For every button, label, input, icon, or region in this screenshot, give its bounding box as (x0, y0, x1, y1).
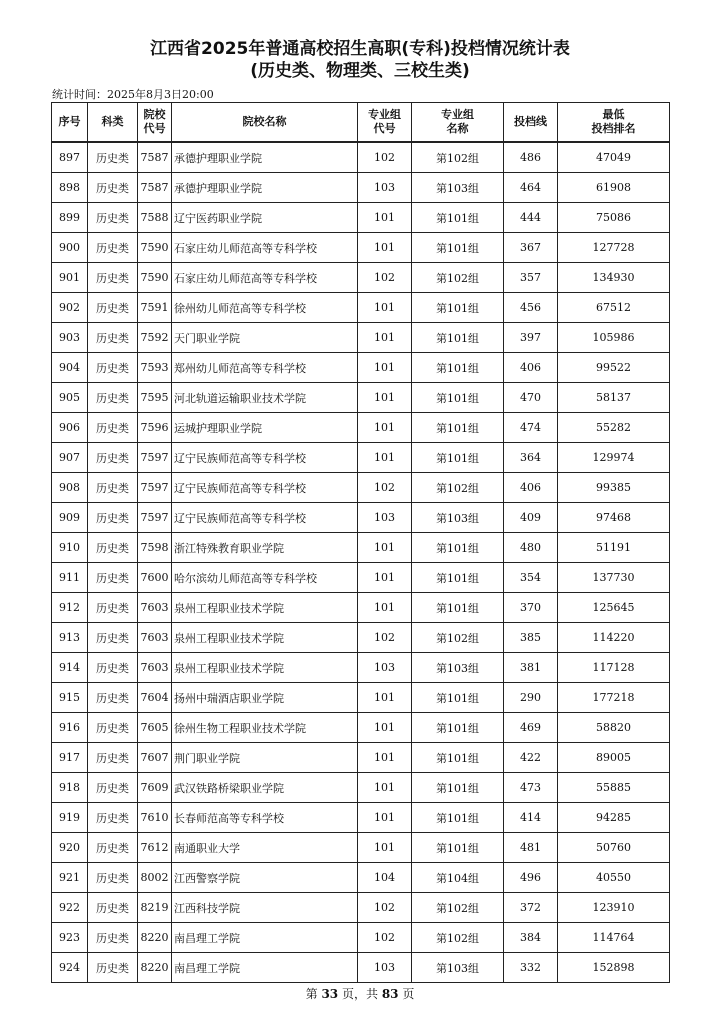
cell-category: 历史类 (88, 263, 138, 293)
cell-seq: 905 (52, 383, 88, 413)
cell-group-name: 第101组 (412, 443, 504, 473)
cell-score: 357 (504, 263, 558, 293)
cell-category: 历史类 (88, 953, 138, 983)
cell-group-name: 第101组 (412, 773, 504, 803)
cell-group-name: 第102组 (412, 923, 504, 953)
table-row (52, 233, 670, 263)
cell-group-code: 103 (358, 953, 412, 983)
cell-school-code: 7591 (138, 293, 172, 323)
cell-seq: 900 (52, 233, 88, 263)
cell-score: 464 (504, 173, 558, 203)
cell-category: 历史类 (88, 413, 138, 443)
cell-school-code: 7595 (138, 383, 172, 413)
cell-school-code: 7609 (138, 773, 172, 803)
title-line-1: 江西省2025年普通高校招生高职(专科)投档情况统计表 (150, 39, 570, 59)
cell-school-code: 7607 (138, 743, 172, 773)
cell-category: 历史类 (88, 713, 138, 743)
cell-category: 历史类 (88, 353, 138, 383)
cell-group-code: 102 (358, 142, 412, 173)
cell-min-rank: 123910 (558, 893, 670, 923)
table-row (52, 443, 670, 473)
cell-school-name: 辽宁民族师范高等专科学校 (172, 473, 358, 503)
cell-seq: 899 (52, 203, 88, 233)
cell-school-code: 7598 (138, 533, 172, 563)
cell-seq: 915 (52, 683, 88, 713)
cell-score: 354 (504, 563, 558, 593)
cell-group-name: 第101组 (412, 563, 504, 593)
cell-category: 历史类 (88, 142, 138, 173)
cell-group-code: 101 (358, 383, 412, 413)
cell-min-rank: 99522 (558, 353, 670, 383)
cell-school-name: 扬州中瑞酒店职业学院 (172, 683, 358, 713)
cell-min-rank: 75086 (558, 203, 670, 233)
col-header-school-name: 院校名称 (172, 103, 358, 143)
cell-group-name: 第102组 (412, 142, 504, 173)
cell-seq: 908 (52, 473, 88, 503)
cell-group-name: 第101组 (412, 683, 504, 713)
cell-school-name: 辽宁民族师范高等专科学校 (172, 503, 358, 533)
cell-school-code: 7590 (138, 233, 172, 263)
cell-school-code: 7596 (138, 413, 172, 443)
cell-group-code: 101 (358, 833, 412, 863)
cell-group-name: 第102组 (412, 473, 504, 503)
cell-group-name: 第103组 (412, 503, 504, 533)
cell-school-code: 7597 (138, 443, 172, 473)
table-row (52, 563, 670, 593)
cell-min-rank: 114764 (558, 923, 670, 953)
cell-group-code: 101 (358, 773, 412, 803)
cell-group-name: 第104组 (412, 863, 504, 893)
cell-seq: 924 (52, 953, 88, 983)
cell-score: 372 (504, 893, 558, 923)
cell-min-rank: 61908 (558, 173, 670, 203)
col-header-group-code: 专业组 代号 (358, 103, 412, 143)
cell-score: 444 (504, 203, 558, 233)
cell-category: 历史类 (88, 293, 138, 323)
cell-category: 历史类 (88, 773, 138, 803)
cell-category: 历史类 (88, 683, 138, 713)
cell-category: 历史类 (88, 653, 138, 683)
cell-group-name: 第102组 (412, 893, 504, 923)
cell-category: 历史类 (88, 563, 138, 593)
cell-seq: 901 (52, 263, 88, 293)
cell-school-name: 武汉铁路桥梁职业学院 (172, 773, 358, 803)
cell-group-code: 103 (358, 653, 412, 683)
cell-group-name: 第103组 (412, 953, 504, 983)
cell-min-rank: 129974 (558, 443, 670, 473)
cell-school-name: 徐州生物工程职业技术学院 (172, 713, 358, 743)
col-header-category: 科类 (88, 103, 138, 143)
cell-category: 历史类 (88, 233, 138, 263)
title-line-2: (历史类、物理类、三校生类) (250, 61, 470, 81)
cell-min-rank: 50760 (558, 833, 670, 863)
cell-category: 历史类 (88, 323, 138, 353)
cell-min-rank: 127728 (558, 233, 670, 263)
cell-score: 385 (504, 623, 558, 653)
cell-seq: 902 (52, 293, 88, 323)
cell-group-code: 101 (358, 683, 412, 713)
cell-group-name: 第101组 (412, 383, 504, 413)
cell-category: 历史类 (88, 623, 138, 653)
stat-time: 统计时间：2025年8月3日20:00 (52, 88, 214, 101)
table-row (52, 533, 670, 563)
cell-score: 456 (504, 293, 558, 323)
cell-group-code: 101 (358, 713, 412, 743)
cell-school-name: 长春师范高等专科学校 (172, 803, 358, 833)
table-row (52, 142, 670, 173)
cell-score: 469 (504, 713, 558, 743)
cell-group-code: 101 (358, 203, 412, 233)
table-row (52, 623, 670, 653)
cell-school-name: 辽宁民族师范高等专科学校 (172, 443, 358, 473)
cell-school-code: 7603 (138, 653, 172, 683)
cell-category: 历史类 (88, 863, 138, 893)
cell-group-code: 102 (358, 263, 412, 293)
document-title (0, 38, 720, 82)
cell-school-name: 天门职业学院 (172, 323, 358, 353)
table-row (52, 833, 670, 863)
cell-school-code: 7597 (138, 503, 172, 533)
cell-school-name: 辽宁医药职业学院 (172, 203, 358, 233)
cell-score: 486 (504, 142, 558, 173)
col-header-school-code: 院校 代号 (138, 103, 172, 143)
cell-school-code: 7593 (138, 353, 172, 383)
cell-min-rank: 134930 (558, 263, 670, 293)
cell-group-name: 第101组 (412, 533, 504, 563)
table-row (52, 323, 670, 353)
cell-group-code: 101 (358, 743, 412, 773)
cell-category: 历史类 (88, 743, 138, 773)
cell-group-name: 第101组 (412, 203, 504, 233)
table-row (52, 293, 670, 323)
cell-school-code: 7592 (138, 323, 172, 353)
cell-school-code: 7588 (138, 203, 172, 233)
cell-seq: 897 (52, 142, 88, 173)
cell-school-name: 泉州工程职业技术学院 (172, 623, 358, 653)
cell-score: 332 (504, 953, 558, 983)
cell-group-name: 第101组 (412, 803, 504, 833)
cell-score: 290 (504, 683, 558, 713)
cell-min-rank: 125645 (558, 593, 670, 623)
table-body (52, 142, 670, 983)
cell-group-name: 第102组 (412, 263, 504, 293)
cell-group-code: 101 (358, 593, 412, 623)
table-row (52, 203, 670, 233)
cell-group-name: 第101组 (412, 713, 504, 743)
cell-seq: 912 (52, 593, 88, 623)
cell-score: 474 (504, 413, 558, 443)
table-row (52, 413, 670, 443)
table-row (52, 743, 670, 773)
table-row (52, 893, 670, 923)
cell-school-code: 7603 (138, 593, 172, 623)
table-row (52, 593, 670, 623)
table-row (52, 383, 670, 413)
cell-group-code: 102 (358, 473, 412, 503)
cell-score: 370 (504, 593, 558, 623)
cell-seq: 914 (52, 653, 88, 683)
cell-group-name: 第101组 (412, 833, 504, 863)
cell-school-name: 承德护理职业学院 (172, 142, 358, 173)
cell-score: 480 (504, 533, 558, 563)
cell-min-rank: 55885 (558, 773, 670, 803)
table-row (52, 953, 670, 983)
cell-school-code: 7590 (138, 263, 172, 293)
cell-category: 历史类 (88, 473, 138, 503)
cell-school-code: 7605 (138, 713, 172, 743)
cell-seq: 909 (52, 503, 88, 533)
cell-category: 历史类 (88, 833, 138, 863)
cell-seq: 917 (52, 743, 88, 773)
cell-group-code: 103 (358, 503, 412, 533)
cell-category: 历史类 (88, 893, 138, 923)
cell-seq: 898 (52, 173, 88, 203)
table-row (52, 713, 670, 743)
cell-min-rank: 67512 (558, 293, 670, 323)
cell-school-name: 石家庄幼儿师范高等专科学校 (172, 263, 358, 293)
cell-school-name: 泉州工程职业技术学院 (172, 653, 358, 683)
cell-school-code: 7587 (138, 142, 172, 173)
cell-school-code: 8002 (138, 863, 172, 893)
cell-category: 历史类 (88, 383, 138, 413)
cell-school-name: 荆门职业学院 (172, 743, 358, 773)
cell-min-rank: 114220 (558, 623, 670, 653)
admission-table (51, 102, 670, 983)
cell-score: 422 (504, 743, 558, 773)
cell-school-name: 南昌理工学院 (172, 953, 358, 983)
cell-score: 406 (504, 473, 558, 503)
cell-category: 历史类 (88, 533, 138, 563)
cell-category: 历史类 (88, 803, 138, 833)
cell-school-name: 泉州工程职业技术学院 (172, 593, 358, 623)
cell-seq: 913 (52, 623, 88, 653)
cell-min-rank: 99385 (558, 473, 670, 503)
current-page: 33 (321, 987, 339, 1001)
cell-group-code: 101 (358, 293, 412, 323)
cell-min-rank: 40550 (558, 863, 670, 893)
table-row (52, 803, 670, 833)
cell-seq: 920 (52, 833, 88, 863)
cell-seq: 919 (52, 803, 88, 833)
table-row (52, 683, 670, 713)
cell-score: 364 (504, 443, 558, 473)
cell-seq: 921 (52, 863, 88, 893)
cell-seq: 922 (52, 893, 88, 923)
cell-group-code: 101 (358, 353, 412, 383)
table-row (52, 263, 670, 293)
cell-group-name: 第101组 (412, 743, 504, 773)
cell-category: 历史类 (88, 443, 138, 473)
cell-school-name: 江西警察学院 (172, 863, 358, 893)
cell-school-name: 南通职业大学 (172, 833, 358, 863)
cell-school-name: 承德护理职业学院 (172, 173, 358, 203)
cell-score: 397 (504, 323, 558, 353)
cell-school-code: 8220 (138, 953, 172, 983)
cell-group-code: 103 (358, 173, 412, 203)
table-header-row (52, 103, 670, 143)
cell-group-name: 第101组 (412, 413, 504, 443)
cell-seq: 903 (52, 323, 88, 353)
cell-seq: 904 (52, 353, 88, 383)
table-row (52, 473, 670, 503)
cell-score: 481 (504, 833, 558, 863)
cell-min-rank: 105986 (558, 323, 670, 353)
cell-score: 367 (504, 233, 558, 263)
cell-group-code: 102 (358, 623, 412, 653)
cell-min-rank: 47049 (558, 142, 670, 173)
cell-score: 409 (504, 503, 558, 533)
cell-group-code: 101 (358, 413, 412, 443)
cell-school-name: 浙江特殊教育职业学院 (172, 533, 358, 563)
cell-min-rank: 89005 (558, 743, 670, 773)
cell-group-code: 101 (358, 563, 412, 593)
total-pages: 83 (381, 987, 399, 1001)
cell-min-rank: 55282 (558, 413, 670, 443)
cell-school-name: 徐州幼儿师范高等专科学校 (172, 293, 358, 323)
cell-score: 470 (504, 383, 558, 413)
cell-score: 381 (504, 653, 558, 683)
cell-group-code: 101 (358, 533, 412, 563)
cell-min-rank: 58820 (558, 713, 670, 743)
cell-group-code: 102 (358, 923, 412, 953)
cell-group-code: 102 (358, 893, 412, 923)
col-header-group-name: 专业组 名称 (412, 103, 504, 143)
cell-min-rank: 117128 (558, 653, 670, 683)
cell-school-code: 7587 (138, 173, 172, 203)
table-row (52, 173, 670, 203)
cell-school-code: 7612 (138, 833, 172, 863)
cell-min-rank: 177218 (558, 683, 670, 713)
table-row (52, 503, 670, 533)
cell-seq: 923 (52, 923, 88, 953)
cell-seq: 907 (52, 443, 88, 473)
cell-score: 496 (504, 863, 558, 893)
col-header-score: 投档线 (504, 103, 558, 143)
cell-min-rank: 58137 (558, 383, 670, 413)
cell-group-name: 第103组 (412, 173, 504, 203)
cell-score: 406 (504, 353, 558, 383)
cell-category: 历史类 (88, 593, 138, 623)
cell-seq: 916 (52, 713, 88, 743)
cell-school-name: 郑州幼儿师范高等专科学校 (172, 353, 358, 383)
cell-school-code: 8220 (138, 923, 172, 953)
cell-seq: 910 (52, 533, 88, 563)
table-row (52, 923, 670, 953)
cell-score: 473 (504, 773, 558, 803)
cell-group-code: 101 (358, 323, 412, 353)
page-footer: 第 33 页，共 83 页 (305, 987, 415, 1001)
cell-score: 414 (504, 803, 558, 833)
cell-group-name: 第101组 (412, 293, 504, 323)
cell-min-rank: 152898 (558, 953, 670, 983)
cell-school-name: 河北轨道运输职业技术学院 (172, 383, 358, 413)
cell-group-name: 第101组 (412, 323, 504, 353)
cell-group-name: 第101组 (412, 593, 504, 623)
table-row (52, 863, 670, 893)
cell-group-code: 101 (358, 443, 412, 473)
col-header-seq: 序号 (52, 103, 88, 143)
cell-group-name: 第101组 (412, 353, 504, 383)
table-row (52, 353, 670, 383)
cell-school-name: 石家庄幼儿师范高等专科学校 (172, 233, 358, 263)
cell-group-code: 104 (358, 863, 412, 893)
cell-school-name: 运城护理职业学院 (172, 413, 358, 443)
cell-min-rank: 97468 (558, 503, 670, 533)
cell-category: 历史类 (88, 203, 138, 233)
cell-school-code: 8219 (138, 893, 172, 923)
cell-score: 384 (504, 923, 558, 953)
cell-school-code: 7597 (138, 473, 172, 503)
cell-category: 历史类 (88, 503, 138, 533)
cell-seq: 911 (52, 563, 88, 593)
cell-school-code: 7603 (138, 623, 172, 653)
table-row (52, 773, 670, 803)
cell-group-name: 第101组 (412, 233, 504, 263)
cell-seq: 906 (52, 413, 88, 443)
table-row (52, 653, 670, 683)
cell-seq: 918 (52, 773, 88, 803)
cell-group-name: 第102组 (412, 623, 504, 653)
cell-group-code: 101 (358, 233, 412, 263)
cell-min-rank: 51191 (558, 533, 670, 563)
cell-school-code: 7610 (138, 803, 172, 833)
col-header-min-rank: 最低 投档排名 (558, 103, 670, 143)
cell-min-rank: 137730 (558, 563, 670, 593)
cell-group-name: 第103组 (412, 653, 504, 683)
cell-category: 历史类 (88, 923, 138, 953)
cell-school-name: 哈尔滨幼儿师范高等专科学校 (172, 563, 358, 593)
cell-school-code: 7604 (138, 683, 172, 713)
cell-min-rank: 94285 (558, 803, 670, 833)
cell-category: 历史类 (88, 173, 138, 203)
cell-school-name: 江西科技学院 (172, 893, 358, 923)
cell-school-code: 7600 (138, 563, 172, 593)
cell-school-name: 南昌理工学院 (172, 923, 358, 953)
cell-group-code: 101 (358, 803, 412, 833)
